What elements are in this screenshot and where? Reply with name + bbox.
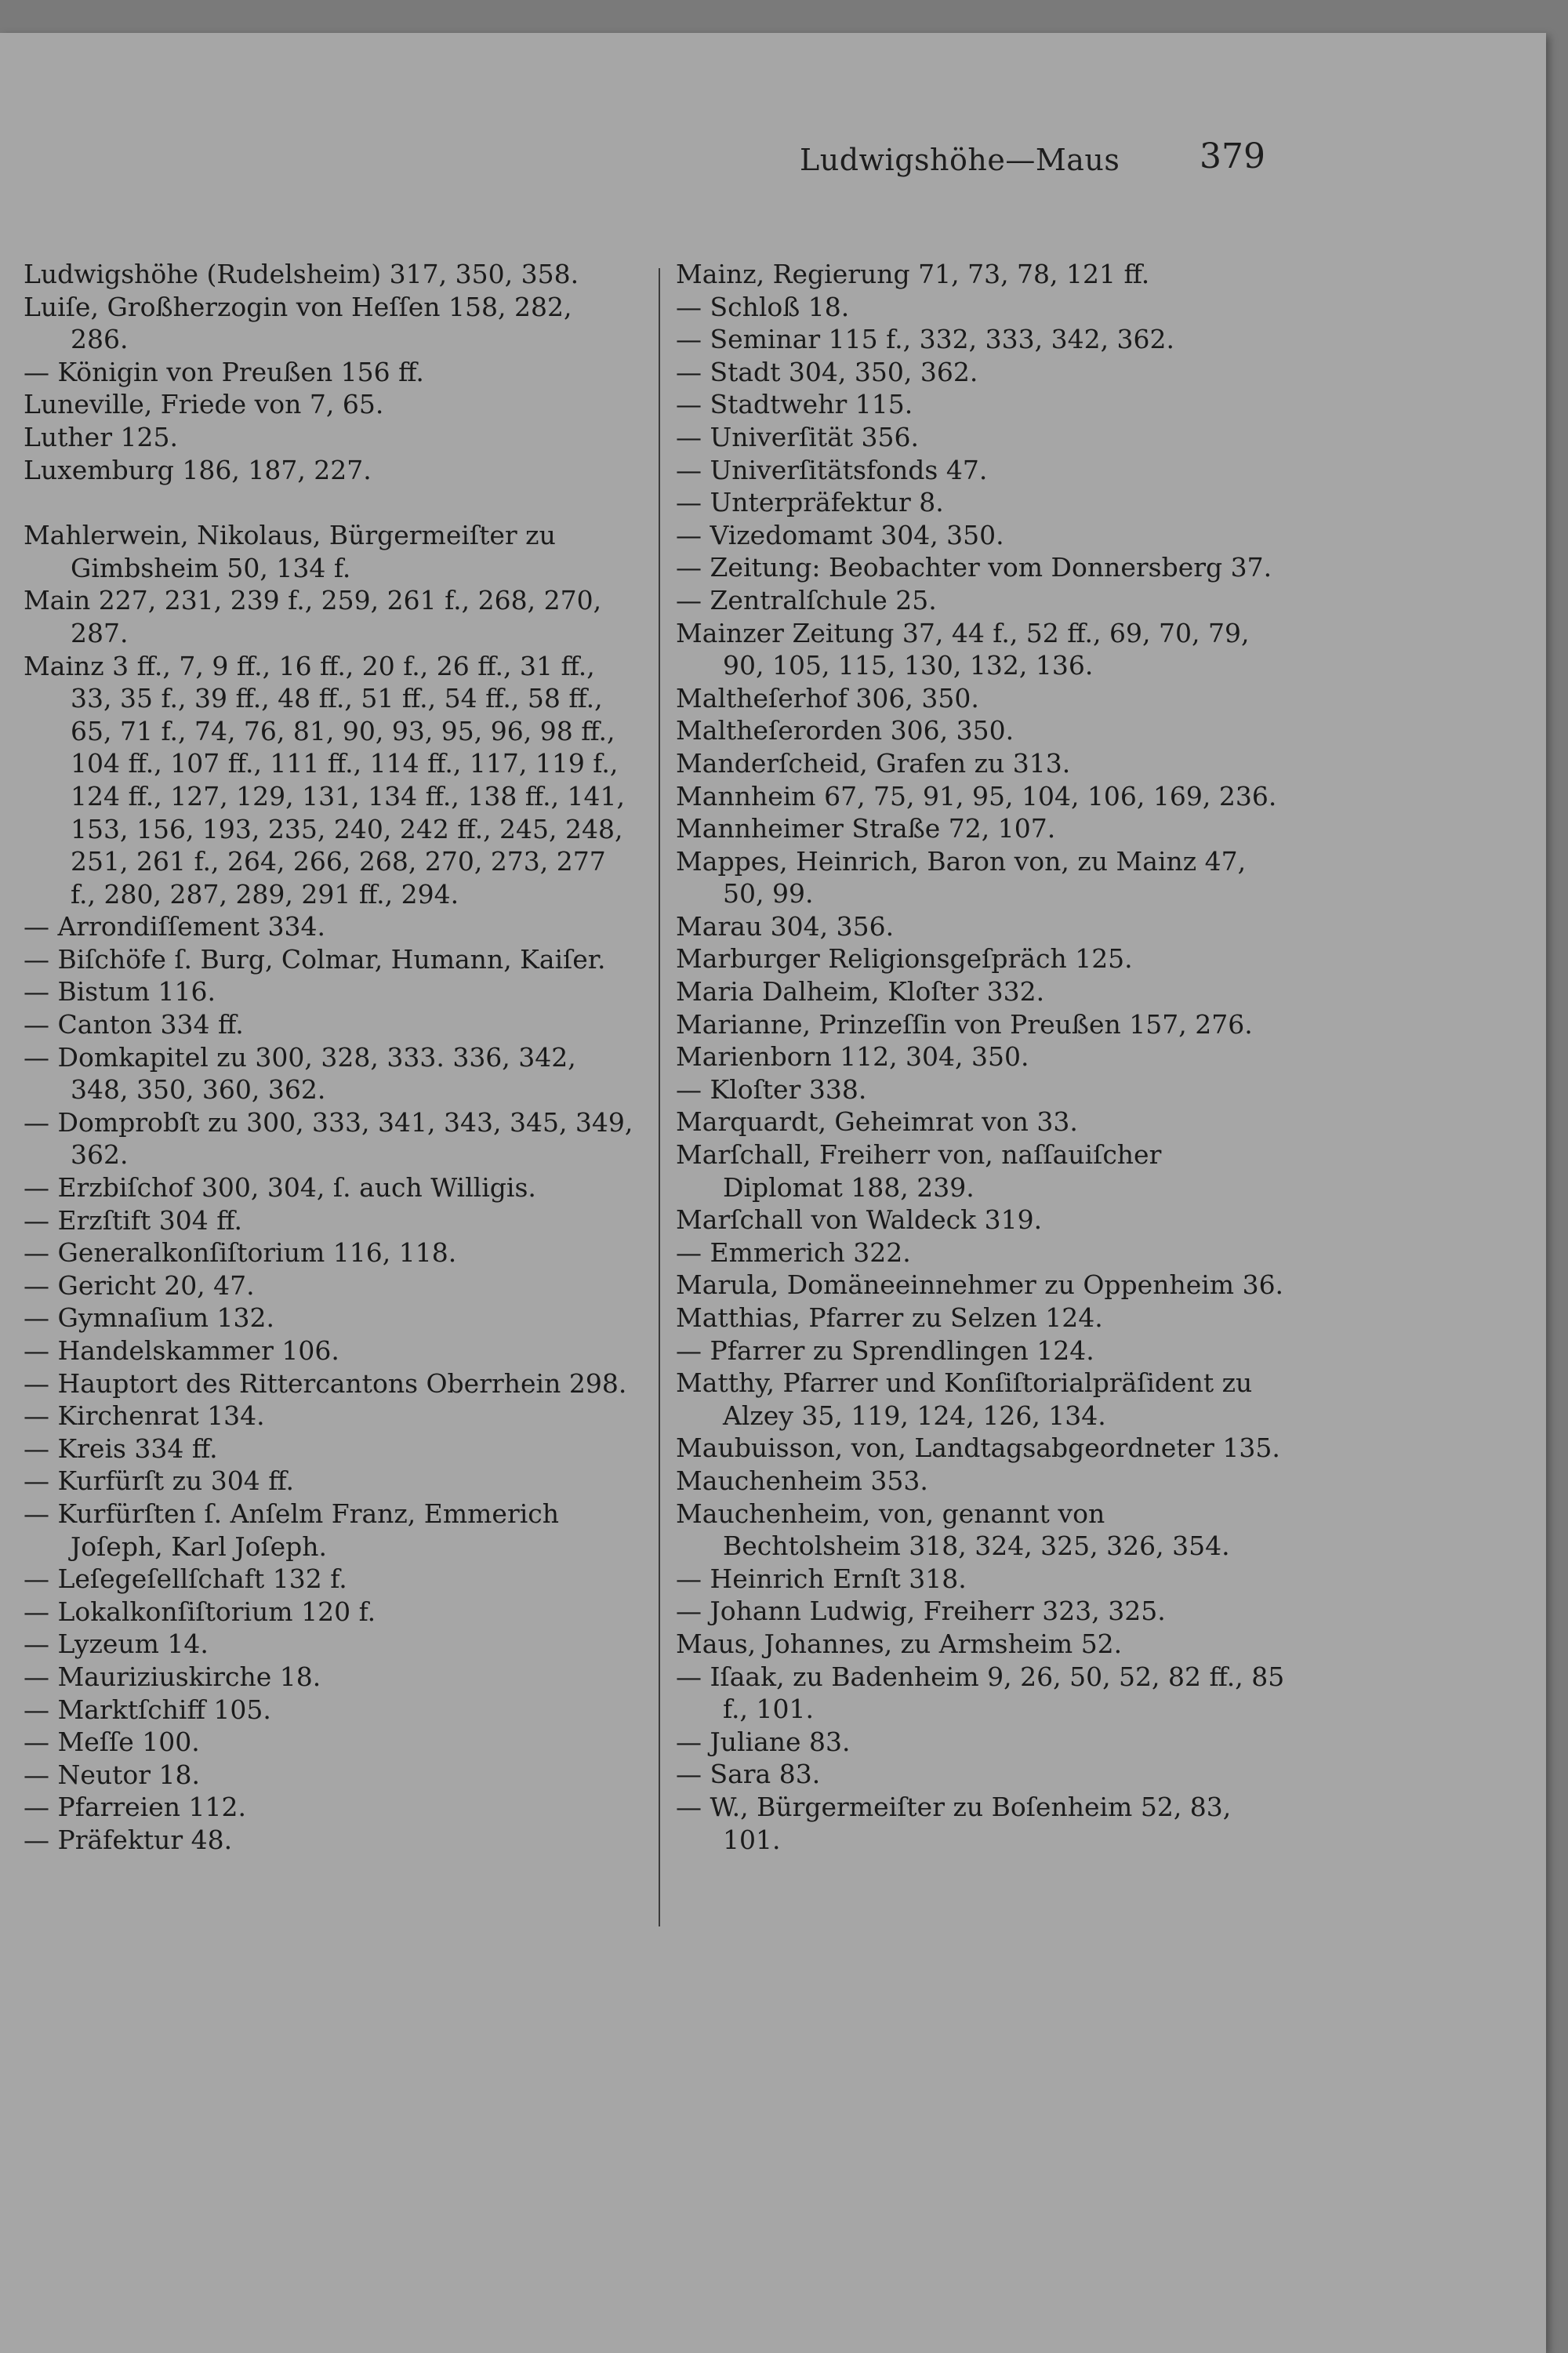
index-entry: — Domkapitel zu 300, 328, 333. 336, 342, 348, 350, 360, 362. (24, 1041, 576, 1106)
index-entry: Luxemburg 186, 187, 227. (24, 454, 372, 485)
index-entry: Maubuisson, von, Landtagsabgeordneter 135. (676, 1432, 1280, 1464)
section-gap (24, 486, 635, 519)
index-entry: — Bistum 116. (24, 976, 216, 1008)
running-title: Ludwigshöhe—Maus (800, 143, 1120, 177)
index-entry: — Sara 83. (676, 1759, 821, 1790)
index-entry: Matthy, Pfarrer und Konſiſtorialpräſident zu Alzey 35, 119, 124, 126, 134. (676, 1367, 1253, 1431)
index-entry: Marula, Domäneeinnehmer zu Oppenheim 36. (676, 1269, 1284, 1301)
index-entry: Manderſcheid, Grafen zu 313. (676, 747, 1071, 779)
index-entry: Mainzer Zeitung 37, 44 f., 52 ff., 69, 70, 79, 90, 105, 115, 130, 132, 136. (676, 617, 1250, 681)
index-entry: — Kurfürſten ſ. Anſelm Franz, Emmerich Joſeph, Karl Joſeph. (24, 1498, 560, 1562)
index-entry: — Handelskammer 106. (24, 1335, 339, 1366)
index-entry: Mainz, Regierung 71, 73, 78, 121 ff. (676, 259, 1150, 289)
index-entry: — Stadtwehr 115. (676, 389, 913, 420)
index-entry: Mauchenheim 353. (676, 1465, 928, 1496)
page-content (0, 33, 1546, 2353)
index-entry: — Heinrich Ernſt 318. (676, 1563, 967, 1594)
index-entry: Maltheſerhof 306, 350. (676, 682, 979, 714)
index-entry: Marienborn 112, 304, 350. (676, 1041, 1029, 1073)
index-entry: — Erzſtift 304 ff. (24, 1204, 242, 1236)
index-entry: — Kirchenrat 134. (24, 1400, 265, 1432)
index-entry: — Canton 334 ff. (24, 1009, 244, 1040)
index-entry: — Univerſitätsfonds 47. (676, 454, 988, 485)
index-entry: Mahlerwein, Nikolaus, Bürgermeiſter zu Gimbsheim 50, 134 f. (24, 520, 556, 583)
index-entry: Maria Dalheim, Kloſter 332. (676, 976, 1045, 1008)
index-entry: — W., Bürgermeiſter zu Boſenheim 52, 83, 101. (676, 1791, 1232, 1855)
index-entry: — Biſchöfe ſ. Burg, Colmar, Humann, Kaiſer. (24, 943, 606, 975)
index-entry: — Lokalkonſiſtorium 120 f. (24, 1596, 376, 1627)
index-entry: Ludwigshöhe (Rudelsheim) 317, 350, 358. (24, 259, 579, 289)
index-entry: — Emmerich 322. (676, 1236, 911, 1268)
index-entry: — Pfarreien 112. (24, 1792, 246, 1823)
index-entry: Luneville, Friede von 7, 65. (24, 389, 384, 420)
index-entry: — Marktſchiff 105. (24, 1694, 271, 1725)
index-entry: — Schloß 18. (676, 291, 850, 322)
index-entry: — Präfektur 48. (24, 1824, 233, 1855)
index-entry: — Juliane 83. (676, 1726, 851, 1757)
index-entry: — Johann Ludwig, Freiherr 323, 325. (676, 1596, 1166, 1627)
index-entry: — Gymnaſium 132. (24, 1302, 274, 1334)
index-entry: — Meſſe 100. (24, 1727, 200, 1758)
page-number: 379 (1200, 136, 1265, 176)
index-entry: — Zeitung: Beobachter vom Donnersberg 37. (676, 552, 1272, 583)
index-entry: — Unterpräfektur 8. (676, 487, 944, 518)
index-entry: Marquardt, Geheimrat von 33. (676, 1106, 1078, 1138)
column-divider (659, 268, 660, 1926)
index-entry: Marau 304, 356. (676, 910, 895, 942)
index-entry: Mauchenheim, von, genannt von Bechtolsheim 318, 324, 325, 326, 354. (676, 1498, 1230, 1562)
index-entry: — Mauriziuskirche 18. (24, 1661, 321, 1692)
index-entry: — Gericht 20, 47. (24, 1269, 255, 1301)
index-entry: Maus, Johannes, zu Armsheim 52. (676, 1628, 1123, 1659)
index-column-right (676, 258, 1287, 1856)
index-entry: Marſchall von Waldeck 319. (676, 1204, 1043, 1236)
index-entry: Maltheſerorden 306, 350. (676, 715, 1014, 746)
index-entry: — Arrondiſſement 334. (24, 911, 325, 942)
index-entry: Marſchall, Freiherr von, naſſauiſcher Diplomat 188, 239. (676, 1139, 1162, 1203)
index-entry: — Vizedomamt 304, 350. (676, 519, 1004, 550)
index-column-left (24, 258, 635, 1857)
index-entry: Mainz 3 ff., 7, 9 ff., 16 ff., 20 f., 26 ff., 31 ff., 33, 35 f., 39 ff., 48 ff., 51 ff., 54 ff., 58 ff., 65, 71 f., 74, 76, 81, 90, 93, 95, 96, 98 ff., 104 ff., 107 ff., 111 ff., 114 ff., 117, 119 f., 124 ff., 127, 129, 131, 134 ff., 138 ff., 141, 153, 156, 193, 235, 240, 242 ff., 245, 248, 251, 261 f., 264, 266, 268, 270, 273, 277 f., 280, 287, 289, 291 ff., 294. (24, 650, 626, 910)
index-entry: — Kloſter 338. (676, 1073, 867, 1105)
index-entry: — Domprobſt zu 300, 333, 341, 343, 345, 349, 362. (24, 1106, 633, 1171)
index-entry: Mannheim 67, 75, 91, 95, 104, 106, 169, 236. (676, 780, 1277, 812)
index-entry: — Generalkonſiſtorium 116, 118. (24, 1237, 457, 1269)
index-entry: — Zentralſchule 25. (676, 584, 937, 615)
index-entry: — Seminar 115 f., 332, 333, 342, 362. (676, 324, 1175, 355)
index-entry: — Leſegeſellſchaft 132 f. (24, 1563, 347, 1595)
index-entry: — Lyzeum 14. (24, 1629, 209, 1660)
index-entry: Luther 125. (24, 421, 178, 452)
index-entry: — Hauptort des Rittercantons Oberrhein 298. (24, 1367, 627, 1399)
index-entry: Matthias, Pfarrer zu Selzen 124. (676, 1302, 1103, 1333)
index-entry: — Erzbiſchof 300, 304, ſ. auch Willigis. (24, 1172, 536, 1204)
index-entry: — Pfarrer zu Sprendlingen 124. (676, 1334, 1094, 1366)
index-entry: — Königin von Preußen 156 ff. (24, 356, 424, 387)
index-entry: — Stadt 304, 350, 362. (676, 356, 978, 387)
index-entry: — Kurfürſt zu 304 ff. (24, 1465, 295, 1497)
index-entry: Main 227, 231, 239 f., 259, 261 f., 268, 270, 287. (24, 585, 602, 648)
book-page (0, 33, 1546, 2353)
index-entry: — Kreis 334 ff. (24, 1432, 218, 1464)
index-entry: — Iſaak, zu Badenheim 9, 26, 50, 52, 82 ff., 85 f., 101. (676, 1661, 1285, 1725)
index-entry: — Neutor 18. (24, 1759, 201, 1790)
index-entry: Marianne, Prinzeſſin von Preußen 157, 276. (676, 1008, 1253, 1040)
index-entry: Mappes, Heinrich, Baron von, zu Mainz 47, 50, 99. (676, 845, 1247, 910)
index-entry: Mannheimer Straße 72, 107. (676, 813, 1056, 844)
index-entry: — Univerſität 356. (676, 421, 919, 452)
index-entry: Luiſe, Großherzogin von Heſſen 158, 282, 286. (24, 291, 572, 355)
index-entry: Marburger Religionsgeſpräch 125. (676, 943, 1133, 975)
